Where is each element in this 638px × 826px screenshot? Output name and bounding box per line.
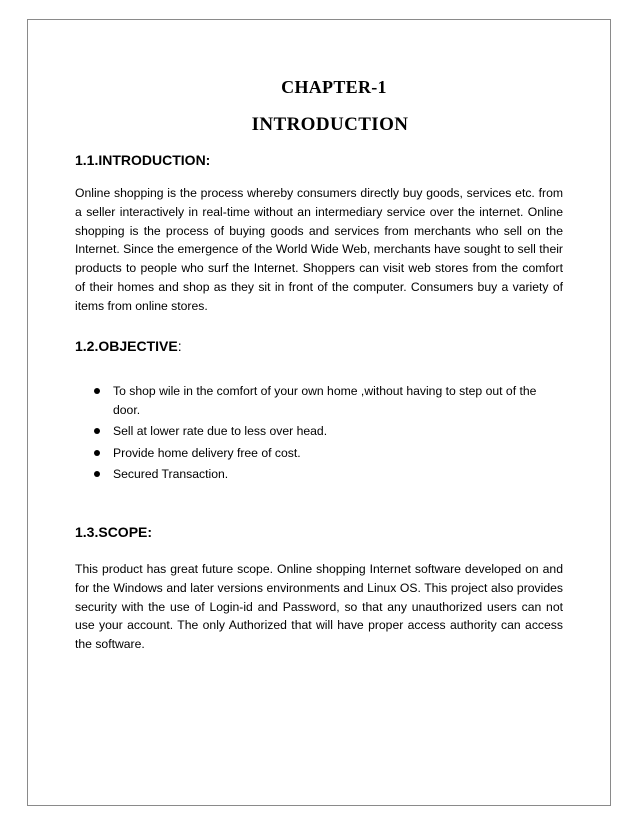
list-item <box>75 382 553 420</box>
list-item-text: Secured Transaction. <box>113 467 229 482</box>
list-item-text: Sell at lower rate due to less over head. <box>113 424 328 439</box>
objective-list <box>75 382 563 485</box>
section-heading-objective <box>75 336 563 356</box>
introduction-paragraph: Online shopping is the process whereby consumers directly buy goods, services etc. from a seller interactively in real-time without an intermediary service over the internet. Online shopping is the process of buying goods and services from merchants who sell on the Internet. Since the emergence of the World Wide Web, merchants have sought to sell their products to people who surf the Internet. Shoppers can visit web stores from the comfort of their homes and shop as they sit in front of the computer. Consumers buy a variety of items from online stores. <box>75 186 563 313</box>
bullet-icon <box>94 388 100 394</box>
objective-heading-colon: : <box>177 337 182 354</box>
list-item <box>75 444 553 463</box>
list-item <box>75 422 553 441</box>
chapter-title: INTRODUCTION <box>251 114 409 135</box>
scope-paragraph: This product has great future scope. Online shopping Internet software developed on and for the Windows and later versions environments and Linux OS. This project also provides security with the use of Login-id and Password, so that any unauthorized users can not use your account. The only Authorized that will have proper access authority can access the software. <box>75 562 563 652</box>
objective-heading-text: 1.2.OBJECTIVE <box>75 337 178 354</box>
bullet-icon <box>94 428 100 434</box>
chapter-number: CHAPTER-1 <box>281 77 387 97</box>
bullet-icon <box>94 450 100 456</box>
list-item-text: Provide home delivery free of cost. <box>113 445 301 460</box>
bullet-icon <box>94 471 100 477</box>
list-item-text: To shop wile in the comfort of your own home ,without having to step out of the door. <box>113 383 537 417</box>
list-item <box>75 465 553 484</box>
document-page <box>75 74 563 654</box>
section-heading-introduction: 1.1.INTRODUCTION: <box>75 152 211 168</box>
section-heading-scope: 1.3.SCOPE: <box>75 524 153 541</box>
